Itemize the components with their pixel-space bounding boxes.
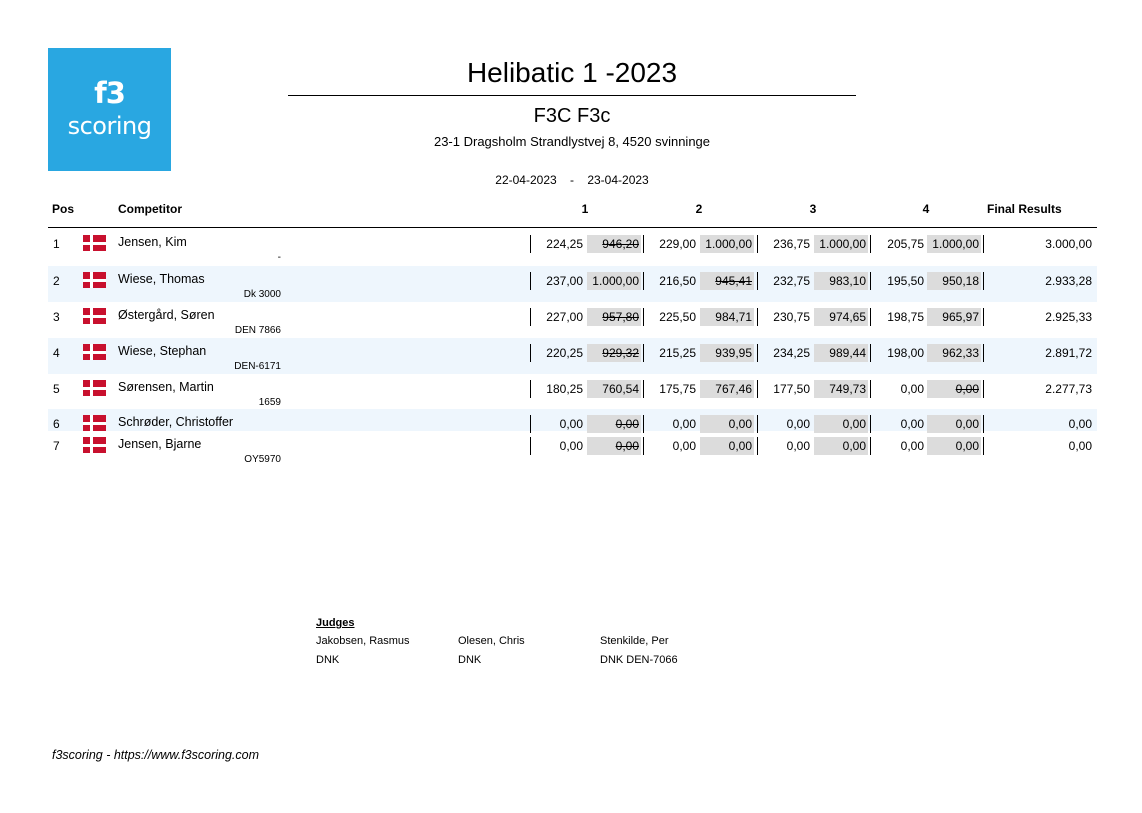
normalized-score-value: 989,44 bbox=[829, 346, 866, 360]
position-number: 2 bbox=[53, 274, 60, 288]
round-normalized-score bbox=[587, 437, 641, 455]
normalized-score-value: 962,33 bbox=[942, 346, 979, 360]
round-raw-score: 0,00 bbox=[900, 417, 924, 431]
column-separator bbox=[530, 235, 531, 253]
position-number: 3 bbox=[53, 310, 60, 324]
table-row bbox=[48, 431, 1097, 469]
table-row bbox=[48, 302, 1097, 338]
round-normalized-score bbox=[927, 380, 981, 398]
column-separator bbox=[870, 272, 871, 290]
competitor-name: Jensen, Bjarne bbox=[118, 437, 202, 451]
denmark-flag-icon bbox=[83, 308, 106, 324]
column-separator bbox=[530, 380, 531, 398]
header-pos: Pos bbox=[52, 202, 75, 216]
judge-info: DNK bbox=[458, 654, 482, 666]
table-row bbox=[48, 409, 1097, 431]
column-separator bbox=[983, 308, 984, 326]
header-round-4: 4 bbox=[922, 202, 930, 216]
normalized-score-value: 749,73 bbox=[829, 382, 866, 396]
table-row bbox=[48, 338, 1097, 374]
round-raw-score: 230,75 bbox=[773, 310, 810, 324]
normalized-score-value: 974,65 bbox=[829, 310, 866, 324]
event-dates: 22-04-2023 - 23-04-2023 bbox=[495, 173, 649, 187]
judge-name: Jakobsen, Rasmus bbox=[316, 635, 410, 647]
column-separator bbox=[870, 380, 871, 398]
competitor-name: Schrøder, Christoffer bbox=[118, 415, 234, 429]
normalized-score-value: 0,00 bbox=[728, 439, 752, 453]
logo-text-f3: f3 bbox=[94, 76, 125, 110]
final-result: 2.891,72 bbox=[1045, 346, 1092, 360]
position-number: 4 bbox=[53, 346, 60, 360]
normalized-score-value: 929,32 bbox=[602, 346, 639, 360]
round-normalized-score bbox=[927, 344, 981, 362]
round-normalized-score bbox=[814, 344, 868, 362]
round-raw-score: 205,75 bbox=[887, 237, 924, 251]
competitor-name: Østergård, Søren bbox=[118, 308, 215, 322]
normalized-score-value: 760,54 bbox=[602, 382, 639, 396]
round-normalized-score bbox=[700, 344, 754, 362]
denmark-flag-icon bbox=[83, 235, 106, 251]
header-competitor: Competitor bbox=[118, 202, 182, 216]
round-normalized-score bbox=[814, 308, 868, 326]
competitor-name: Wiese, Stephan bbox=[118, 344, 207, 358]
round-raw-score: 180,25 bbox=[546, 382, 583, 396]
normalized-score-value: 0,00 bbox=[615, 417, 639, 431]
table-row bbox=[48, 374, 1097, 409]
normalized-score-value: 0,00 bbox=[728, 417, 752, 431]
position-number: 6 bbox=[53, 417, 60, 431]
normalized-score-value: 946,20 bbox=[602, 237, 639, 251]
normalized-score-value: 945,41 bbox=[715, 274, 752, 288]
denmark-flag-icon bbox=[83, 437, 106, 453]
normalized-score-value: 0,00 bbox=[955, 439, 979, 453]
round-raw-score: 224,25 bbox=[546, 237, 583, 251]
round-raw-score: 0,00 bbox=[900, 439, 924, 453]
column-separator bbox=[757, 272, 758, 290]
round-raw-score: 0,00 bbox=[672, 417, 696, 431]
round-raw-score: 195,50 bbox=[887, 274, 924, 288]
judge-info: DNK bbox=[316, 654, 340, 666]
column-separator bbox=[530, 437, 531, 455]
round-raw-score: 232,75 bbox=[773, 274, 810, 288]
header-final-results: Final Results bbox=[987, 202, 1062, 216]
normalized-score-value: 950,18 bbox=[942, 274, 979, 288]
column-separator bbox=[757, 235, 758, 253]
normalized-score-value: 984,71 bbox=[715, 310, 752, 324]
judges-heading: Judges bbox=[316, 617, 355, 629]
column-separator bbox=[530, 344, 531, 362]
competitor-license: - bbox=[277, 252, 281, 263]
column-separator bbox=[643, 308, 644, 326]
round-normalized-score bbox=[700, 380, 754, 398]
column-separator bbox=[870, 308, 871, 326]
round-normalized-score bbox=[587, 308, 641, 326]
f3scoring-logo bbox=[48, 48, 171, 171]
competitor-license: DEN 7866 bbox=[234, 325, 281, 336]
normalized-score-value: 1.000,00 bbox=[932, 237, 979, 251]
final-result: 0,00 bbox=[1068, 417, 1092, 431]
column-separator bbox=[983, 437, 984, 455]
title-divider bbox=[288, 95, 856, 96]
competitor-license: OY5970 bbox=[244, 454, 281, 465]
round-raw-score: 237,00 bbox=[546, 274, 583, 288]
round-raw-score: 229,00 bbox=[659, 237, 696, 251]
normalized-score-value: 0,00 bbox=[955, 417, 979, 431]
normalized-score-value: 983,10 bbox=[829, 274, 866, 288]
final-result: 3.000,00 bbox=[1045, 237, 1092, 251]
page-subtitle: F3C F3c bbox=[533, 105, 611, 127]
competitor-license: Dk 3000 bbox=[243, 289, 281, 300]
round-raw-score: 198,75 bbox=[887, 310, 924, 324]
logo-text-scoring: scoring bbox=[67, 112, 152, 140]
normalized-score-value: 1.000,00 bbox=[592, 274, 639, 288]
round-normalized-score bbox=[927, 235, 981, 253]
column-separator bbox=[643, 437, 644, 455]
normalized-score-value: 767,46 bbox=[715, 382, 752, 396]
column-separator bbox=[870, 235, 871, 253]
column-separator bbox=[870, 437, 871, 455]
column-separator bbox=[870, 344, 871, 362]
round-normalized-score bbox=[814, 235, 868, 253]
round-raw-score: 225,50 bbox=[659, 310, 696, 324]
round-normalized-score bbox=[927, 272, 981, 290]
column-separator bbox=[983, 235, 984, 253]
normalized-score-value: 0,00 bbox=[842, 439, 866, 453]
normalized-score-value: 0,00 bbox=[842, 417, 866, 431]
final-result: 2.933,28 bbox=[1045, 274, 1092, 288]
round-raw-score: 227,00 bbox=[546, 310, 583, 324]
column-separator bbox=[643, 344, 644, 362]
normalized-score-value: 939,95 bbox=[715, 346, 752, 360]
round-normalized-score bbox=[700, 308, 754, 326]
column-separator bbox=[530, 308, 531, 326]
normalized-score-value: 957,80 bbox=[602, 310, 639, 324]
column-separator bbox=[643, 235, 644, 253]
position-number: 5 bbox=[53, 382, 60, 396]
column-separator bbox=[983, 344, 984, 362]
position-number: 7 bbox=[53, 439, 60, 453]
denmark-flag-icon bbox=[83, 415, 106, 431]
header-round-2: 2 bbox=[695, 202, 703, 216]
competitor-name: Wiese, Thomas bbox=[118, 272, 205, 286]
denmark-flag-icon bbox=[83, 272, 106, 288]
normalized-score-value: 965,97 bbox=[942, 310, 979, 324]
round-normalized-score bbox=[927, 437, 981, 455]
final-result: 2.277,73 bbox=[1045, 382, 1092, 396]
column-separator bbox=[983, 380, 984, 398]
competitor-license: 1659 bbox=[258, 397, 281, 408]
normalized-score-value: 0,00 bbox=[615, 439, 639, 453]
venue-address: 23-1 Dragsholm Strandlystvej 8, 4520 svinninge bbox=[433, 134, 711, 149]
round-raw-score: 0,00 bbox=[559, 417, 583, 431]
normalized-score-value: 0,00 bbox=[955, 382, 979, 396]
round-raw-score: 0,00 bbox=[672, 439, 696, 453]
round-normalized-score bbox=[587, 380, 641, 398]
footer-credit: f3scoring - https://www.f3scoring.com bbox=[52, 748, 260, 762]
round-normalized-score bbox=[814, 272, 868, 290]
round-raw-score: 216,50 bbox=[659, 274, 696, 288]
round-normalized-score bbox=[700, 437, 754, 455]
round-normalized-score bbox=[814, 380, 868, 398]
column-separator bbox=[757, 437, 758, 455]
competitor-name: Sørensen, Martin bbox=[118, 380, 214, 394]
round-raw-score: 236,75 bbox=[773, 237, 810, 251]
header-divider bbox=[48, 227, 1097, 228]
normalized-score-value: 1.000,00 bbox=[705, 237, 752, 251]
column-separator bbox=[983, 272, 984, 290]
denmark-flag-icon bbox=[83, 380, 106, 396]
column-separator bbox=[530, 272, 531, 290]
column-separator bbox=[643, 380, 644, 398]
header-round-3: 3 bbox=[809, 202, 817, 216]
round-raw-score: 215,25 bbox=[659, 346, 696, 360]
judge-name: Olesen, Chris bbox=[458, 635, 525, 647]
round-raw-score: 177,50 bbox=[773, 382, 810, 396]
final-result: 0,00 bbox=[1068, 439, 1092, 453]
round-raw-score: 0,00 bbox=[900, 382, 924, 396]
round-normalized-score bbox=[587, 272, 641, 290]
column-separator bbox=[757, 380, 758, 398]
round-normalized-score bbox=[927, 308, 981, 326]
final-result: 2.925,33 bbox=[1045, 310, 1092, 324]
page-title: Helibatic 1 -2023 bbox=[466, 57, 678, 88]
round-raw-score: 175,75 bbox=[659, 382, 696, 396]
round-normalized-score bbox=[700, 235, 754, 253]
round-raw-score: 0,00 bbox=[786, 417, 810, 431]
table-row bbox=[48, 229, 1097, 266]
round-normalized-score bbox=[587, 235, 641, 253]
round-raw-score: 198,00 bbox=[887, 346, 924, 360]
round-normalized-score bbox=[587, 344, 641, 362]
round-raw-score: 0,00 bbox=[559, 439, 583, 453]
column-separator bbox=[757, 344, 758, 362]
table-row bbox=[48, 266, 1097, 302]
normalized-score-value: 1.000,00 bbox=[819, 237, 866, 251]
round-normalized-score bbox=[700, 272, 754, 290]
judge-name: Stenkilde, Per bbox=[600, 635, 669, 647]
round-raw-score: 234,25 bbox=[773, 346, 810, 360]
column-separator bbox=[643, 272, 644, 290]
competitor-name: Jensen, Kim bbox=[118, 235, 187, 249]
competitor-license: DEN-6171 bbox=[234, 361, 281, 372]
round-normalized-score bbox=[814, 437, 868, 455]
denmark-flag-icon bbox=[83, 344, 106, 360]
round-raw-score: 220,25 bbox=[546, 346, 583, 360]
position-number: 1 bbox=[53, 237, 60, 251]
judge-info: DNK DEN-7066 bbox=[600, 654, 678, 666]
column-separator bbox=[757, 308, 758, 326]
round-raw-score: 0,00 bbox=[786, 439, 810, 453]
header-round-1: 1 bbox=[581, 202, 589, 216]
